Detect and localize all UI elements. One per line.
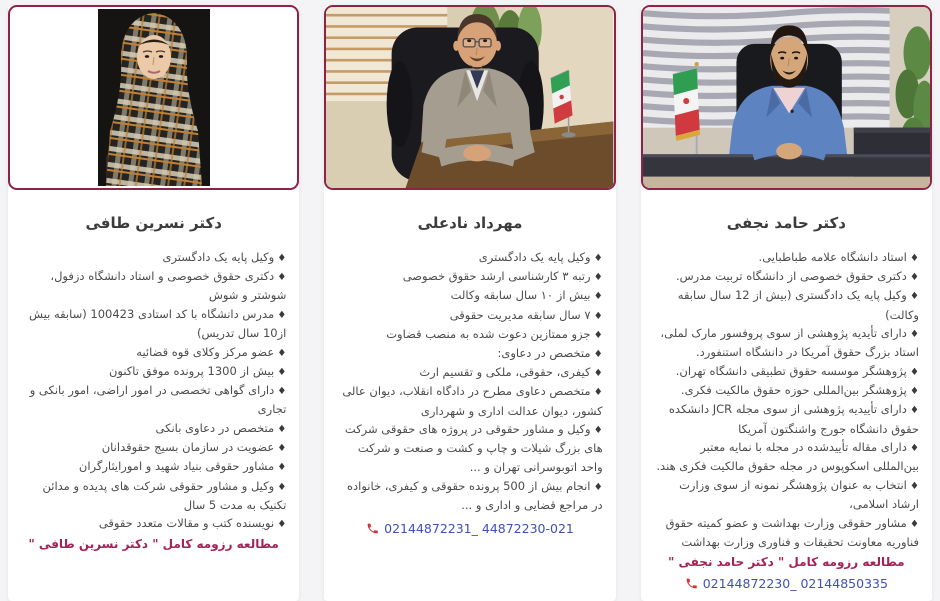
lawyer-name: مهرداد نادعلی bbox=[417, 214, 523, 232]
resume-link[interactable]: مطالعه رزومه کامل " دکتر نسرین طافی " bbox=[28, 536, 279, 551]
credential-item: ♦ ۷ سال سابقه مدیریت حقوقی bbox=[337, 306, 602, 325]
credential-item: ♦ وکیل پایه یک دادگستری bbox=[21, 248, 286, 267]
lawyer-card-nasrin-tafi bbox=[8, 5, 299, 601]
phone-icon bbox=[685, 577, 698, 590]
credential-item: ♦ رتبه ۳ کارشناسی ارشد حقوق خصوصی bbox=[337, 267, 602, 286]
credential-item: ♦ کیفری، حقوقی، ملکی و تقسیم ارث bbox=[337, 363, 602, 382]
credential-item: ♦ وکیل پایه یک دادگستری (بیش از 12 سال سابقه وکالت) bbox=[654, 286, 919, 324]
credential-item: ♦ دارای تأییدیه پژوهشی از سوی مجله JCR دانشکده حقوق دانشگاه جورج واشنگتون آمریکا bbox=[654, 400, 919, 438]
phone-link[interactable] bbox=[324, 520, 615, 536]
credential-item: ♦ وکیل و مشاور حقوقی در پروژه های حقوقی شرکت های بزرگ شیلات و چاپ و کشت و صنعت و شرکت واحد اتوبوسرانی تهران و ... bbox=[337, 420, 602, 476]
lawyer-card-mehrdad-nadali bbox=[324, 5, 615, 601]
credential-item: ♦ متخصص در دعاوی: bbox=[337, 344, 602, 363]
credential-item: ♦ وکیل و مشاور حقوقی شرکت های پدیده و مدائن تکنیک به مدت 5 سال bbox=[21, 477, 286, 515]
credential-item: ♦ پژوهشگر موسسه حقوق تطبیقی دانشگاه تهران. bbox=[654, 362, 919, 381]
phone-number: 02144872230_ 02144850335 bbox=[702, 575, 888, 591]
credential-item: ♦ نویسنده کتب و مقالات متعدد حقوقی bbox=[21, 514, 286, 533]
credential-item: ♦ عضویت در سازمان بسیج حقوقدانان bbox=[21, 438, 286, 457]
credential-item: ♦ انجام بیش از 500 پرونده حقوقی و کیفری، خانواده در مراجع قضایی و اداری و ... bbox=[337, 477, 602, 515]
credentials-list bbox=[324, 248, 615, 514]
lawyer-card-hamed-najafi bbox=[641, 5, 932, 601]
credential-item: ♦ بیش از 1300 پرونده موفق تاکنون bbox=[21, 362, 286, 381]
credential-item: ♦ متخصص دعاوی مطرح در دادگاه انقلاب، دیوان عالی کشور، دیوان عدالت اداری و شهرداری bbox=[337, 382, 602, 420]
lawyer-photo-frame bbox=[324, 5, 615, 190]
phone-number: 02144872231_ 44872230-021 bbox=[384, 521, 574, 537]
credential-item: ♦ مشاور حقوقی بنیاد شهید و امورایثارگران bbox=[21, 457, 286, 476]
lawyer-name: دکتر حامد نجفی bbox=[726, 214, 846, 232]
credential-item: ♦ استاد دانشگاه علامه طباطبایی. bbox=[654, 248, 919, 267]
credential-item: ♦ مشاور حقوقی وزارت بهداشت و عضو کمیته حقوق فناوریه معاونت تحقیقات و فناوری وزارت بهداشت bbox=[654, 514, 919, 552]
credential-item: ♦ وکیل پایه یک دادگستری bbox=[337, 248, 602, 267]
credentials-list bbox=[641, 248, 932, 552]
lawyer-photo-frame bbox=[641, 5, 932, 190]
lawyer-photo-nasrin-tafi bbox=[98, 7, 210, 188]
credentials-list bbox=[8, 248, 299, 534]
credential-item: ♦ دارای گواهی تخصصی در امور اراضی، امور بانکی و تجاری bbox=[21, 381, 286, 419]
phone-icon bbox=[366, 522, 379, 535]
lawyer-photo-frame bbox=[8, 5, 299, 190]
credential-item: ♦ دارای مقاله تأییدشده در مجله با نمایه معتبر بین‌المللی اسکوپوس در مجله حقوق مالکیت فکری هند. bbox=[654, 438, 919, 476]
credential-item: ♦ دارای تأیدیه پژوهشی از سوی پروفسور مارک لملی، استاد بزرگ حقوق آمریکا در دانشگاه استنفورد. bbox=[654, 324, 919, 362]
lawyer-name: دکتر نسرین طافی bbox=[85, 214, 222, 232]
resume-link[interactable]: مطالعه رزومه کامل " دکتر حامد نجفی " bbox=[668, 554, 905, 569]
credential-item: ♦ مدرس دانشگاه با کد استادی 100423 (سابقه بیش از10 سال تدریس) bbox=[21, 305, 286, 343]
credential-item: ♦ بیش از ۱۰ سال سابقه وکالت bbox=[337, 286, 602, 305]
credential-item: ♦ متخصص در دعاوی بانکی bbox=[21, 419, 286, 438]
credential-item: ♦ انتخاب به عنوان پژوهشگر نمونه از سوی وزارت ارشاد اسلامی، bbox=[654, 476, 919, 514]
credential-item: ♦ دکتری حقوق خصوصی از دانشگاه تربیت مدرس. bbox=[654, 267, 919, 286]
credential-item: ♦ عضو مرکز وکلای قوه قضائیه bbox=[21, 343, 286, 362]
credential-item: ♦ پژوهشگر بین‌المللی حوزه حقوق مالکیت فکری. bbox=[654, 381, 919, 400]
credential-item: ♦ جزو ممتازین دعوت شده به منصب قضاوت bbox=[337, 325, 602, 344]
lawyer-photo-mehrdad-nadali bbox=[326, 7, 613, 188]
credential-item: ♦ دکتری حقوق خصوصی و استاد دانشگاه دزفول، شوشتر و شوش bbox=[21, 267, 286, 305]
lawyer-photo-hamed-najafi bbox=[643, 7, 930, 188]
phone-link[interactable] bbox=[641, 575, 932, 591]
